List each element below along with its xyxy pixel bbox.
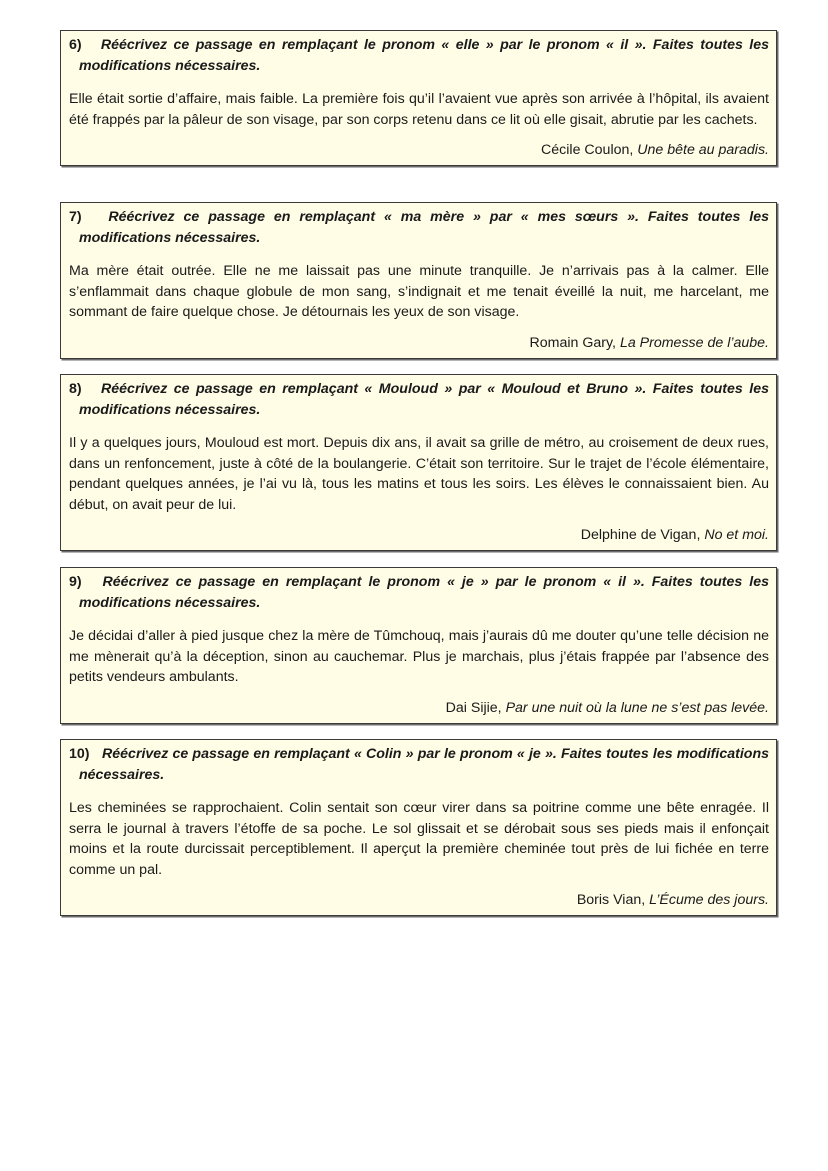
exercise-source xyxy=(69,890,769,910)
exercise-box-6 xyxy=(60,30,777,166)
exercise-source xyxy=(69,525,769,545)
source-author: Delphine de Vigan, xyxy=(580,527,705,543)
exercise-number: 8) xyxy=(69,381,82,397)
source-author: Romain Gary, xyxy=(529,334,620,351)
exercise-box-9 xyxy=(60,567,777,724)
source-author: Dai Sijie, xyxy=(445,699,506,716)
exercise-source xyxy=(69,333,769,353)
exercise-passage: Je décidai d’aller à pied jusque chez la mère de Tûmchouq, mais j’aurais dû me douter qu’une telle décision ne me mènerait qu’à la déception, sinon au cauchemar. Plus je marchais, plus j’étais frappée par l’absence des petits vendeurs ambulants. xyxy=(69,628,769,685)
exercise-instruction xyxy=(69,572,769,613)
exercise-box-10 xyxy=(60,739,777,916)
source-work-title: No et moi. xyxy=(704,527,769,543)
exercise-source xyxy=(69,140,769,160)
exercise-instruction xyxy=(69,379,769,420)
source-work-title: La Promesse de l’aube. xyxy=(619,334,769,351)
exercise-passage: Il y a quelques jours, Mouloud est mort. Depuis dix ans, il avait sa grille de métro, au croisement de deux rues, dans un renfoncement, juste à côté de la boulangerie. C’était son territoire. Sur le trajet de l’école élémentaire, pendant quelques années, je l’ai vu là, tous les matins et tous les soirs. Les élèves le connaissaient bien. Au début, on avait peur de lui. xyxy=(69,435,769,513)
exercise-box-7 xyxy=(60,202,777,359)
source-work-title: Par une nuit où la lune ne s’est pas levée. xyxy=(505,699,769,716)
instruction-text: Réécrivez ce passage en remplaçant le pronom « je » par le pronom « il ». Faites toutes les modifications nécessaires. xyxy=(79,574,769,611)
source-work-title: L’Écume des jours. xyxy=(649,892,769,908)
exercise-instruction xyxy=(69,35,769,76)
exercise-box-8 xyxy=(60,374,777,551)
exercise-number: 10) xyxy=(69,746,90,762)
instruction-text: Réécrivez ce passage en remplaçant « ma mère » par « mes sœurs ». Faites toutes les modifications nécessaires. xyxy=(79,209,769,246)
exercise-passage: Ma mère était outrée. Elle ne me laissait pas une minute tranquille. Je n’arrivais pas à la calmer. Elle s’enflammait dans chaque globule de mon sang, s’indignait et me tenait éveillé la nuit, me harcelant, me sommant de faire quelque chose. Je détournais les yeux de son visage. xyxy=(69,263,769,320)
instruction-text: Réécrivez ce passage en remplaçant « Mouloud » par « Mouloud et Bruno ». Faites toutes les modifications nécessaires. xyxy=(79,381,770,418)
source-author: Boris Vian, xyxy=(576,892,650,908)
source-work-title: Une bête au paradis. xyxy=(637,142,769,158)
source-author: Cécile Coulon, xyxy=(541,142,638,158)
exercise-number: 6) xyxy=(69,37,82,53)
exercise-passage: Les cheminées se rapprochaient. Colin sentait son cœur virer dans sa poitrine comme une bête enragée. Il serra le journal à travers l’étoffe de sa poche. Le sol glissait et se dérobait sous ses pieds mais il enfonçait moins et la route durcissait perceptiblement. Il aperçut la première cheminée tout près de lui fichée en terre comme un pal. xyxy=(69,800,769,878)
exercise-number: 9) xyxy=(69,574,82,590)
exercise-instruction xyxy=(69,744,769,785)
instruction-text: Réécrivez ce passage en remplaçant le pronom « elle » par le pronom « il ». Faites toutes les modifications nécessaires. xyxy=(79,37,769,74)
exercise-passage: Elle était sortie d’affaire, mais faible. La première fois qu’il l’avaient vue après son arrivée à l’hôpital, ils avaient été frappés par la pâleur de son visage, par son corps retenu dans ce lit où elle gisait, abrutie par les cachets. xyxy=(69,91,769,128)
exercise-number: 7) xyxy=(69,209,82,225)
exercise-source xyxy=(69,698,769,718)
exercise-instruction xyxy=(69,207,769,248)
instruction-text: Réécrivez ce passage en remplaçant « Colin » par le pronom « je ». Faites toutes les modifications nécessaires. xyxy=(79,746,770,783)
